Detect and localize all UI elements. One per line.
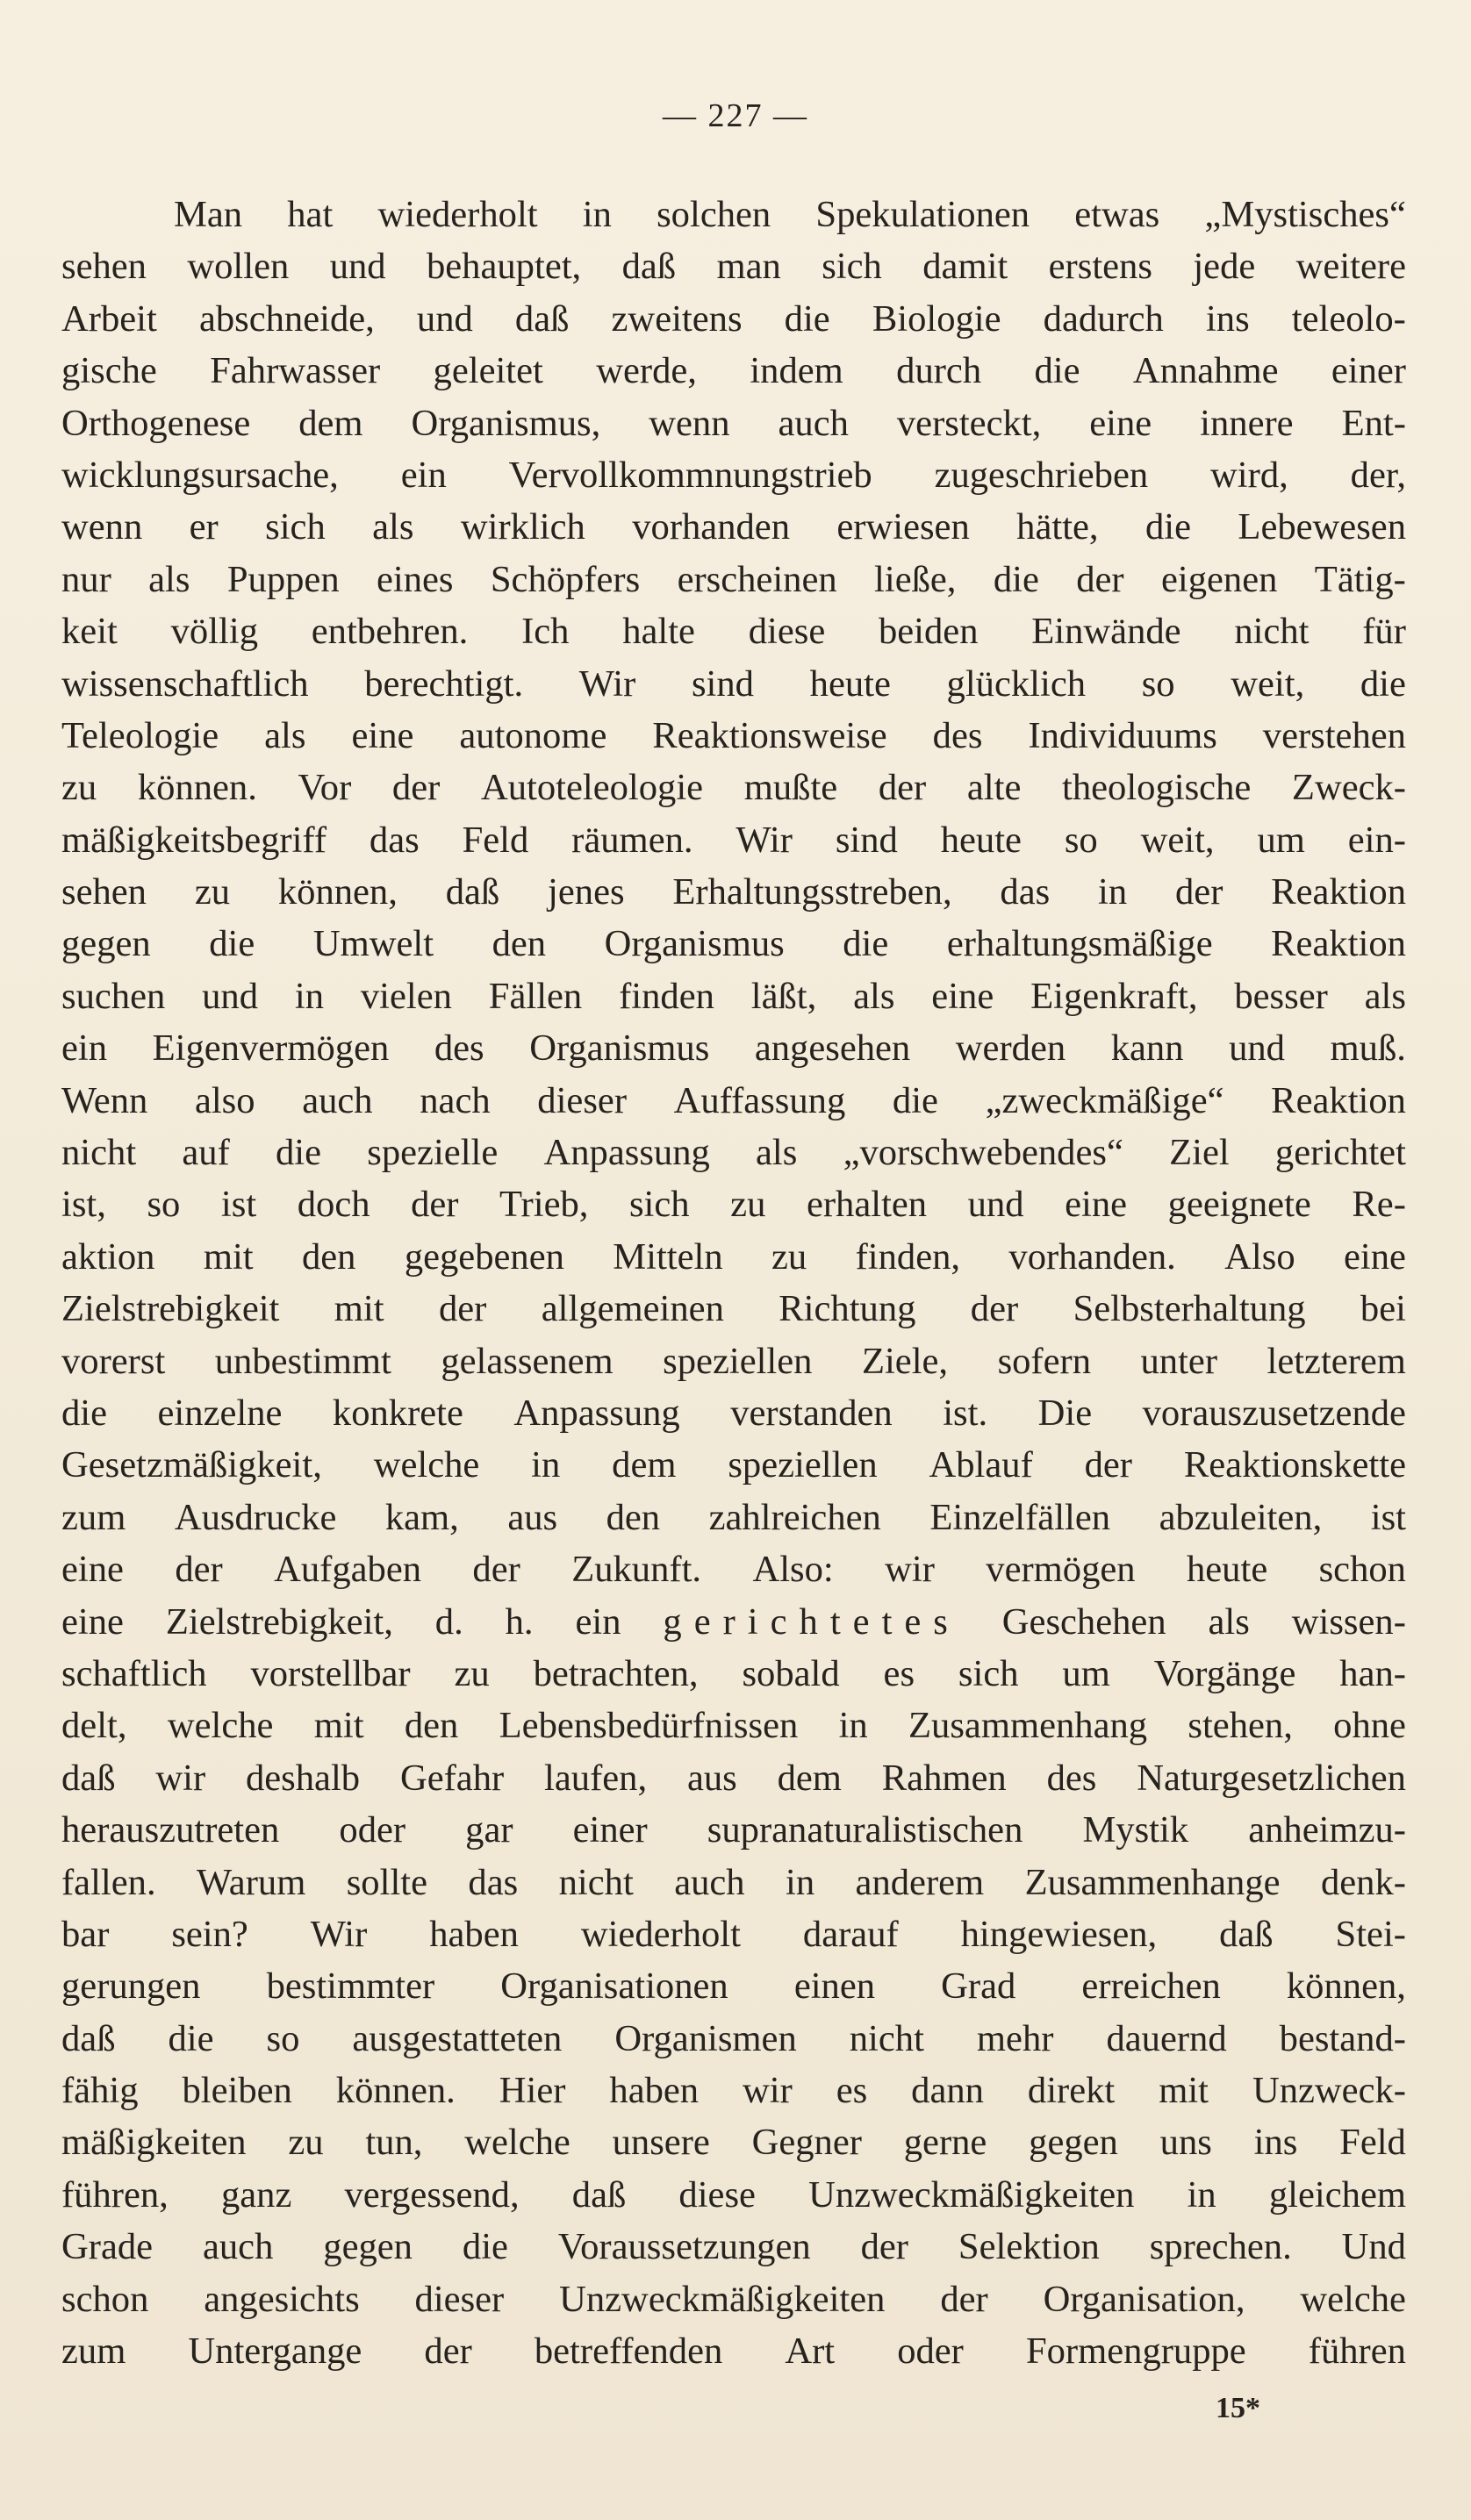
text-line: schaftlich vorstellbar zu betrachten, sobald es sich um Vorgänge han- (61, 1652, 1406, 1694)
text-line: daß die so ausgestatteten Organismen nicht mehr dauernd bestand- (61, 2017, 1406, 2059)
text-line: mäßigkeiten zu tun, welche unsere Gegner gerne gegen uns ins Feld (61, 2122, 1406, 2164)
text-line: Teleologie als eine autonome Reaktionsweise des Individuums verstehen (61, 714, 1406, 756)
text-line: fähig bleiben können. Hier haben wir es dann direkt mit Unzweck- (61, 2070, 1406, 2112)
text-line: wenn er sich als wirklich vorhanden erwiesen hätte, die Lebewesen (61, 506, 1406, 548)
text-line: die einzelne konkrete Anpassung verstanden ist. Die vorauszusetzende (61, 1392, 1406, 1434)
text-line: Man hat wiederholt in solchen Spekulationen etwas „Mystisches“ (174, 194, 1406, 235)
text-line: fallen. Warum sollte das nicht auch in anderem Zusammenhange denk- (61, 1861, 1406, 1903)
text-line: eine Zielstrebigkeit, d. h. ein gerichtetes Geschehen als wissen- (61, 1600, 1406, 1643)
text-line: ein Eigenvermögen des Organismus angesehen werden kann und muß. (61, 1027, 1406, 1070)
text-line: nicht auf die spezielle Anpassung als „vorschwebendes“ Ziel gerichtet (61, 1132, 1406, 1174)
page-number: — 227 — (663, 97, 808, 134)
text-line: ist, so ist doch der Trieb, sich zu erhalten und eine geeignete Re- (61, 1184, 1406, 1226)
text-line: führen, ganz vergessend, daß diese Unzweckmäßigkeiten in gleichem (61, 2173, 1406, 2216)
text-line: Grade auch gegen die Voraussetzungen der Selektion sprechen. Und (61, 2226, 1406, 2268)
text-line: keit völlig entbehren. Ich halte diese beiden Einwände nicht für (61, 611, 1406, 653)
text-line: Zielstrebigkeit mit der allgemeinen Richtung der Selbsterhaltung bei (61, 1288, 1406, 1330)
text-line: herauszutreten oder gar einer supranaturalistischen Mystik anheimzu- (61, 1809, 1406, 1851)
text-line: sehen zu können, daß jenes Erhaltungsstreben, das in der Reaktion (61, 871, 1406, 913)
text-line: bar sein? Wir haben wiederholt darauf hingewiesen, daß Stei- (61, 1913, 1406, 1955)
text-line: sehen wollen und behauptet, daß man sich damit erstens jede weitere (61, 246, 1406, 288)
text-line: suchen und in vielen Fällen finden läßt, als eine Eigenkraft, besser als (61, 975, 1406, 1017)
text-line: Orthogenese dem Organismus, wenn auch versteckt, eine innere Ent- (61, 402, 1406, 444)
text-line: delt, welche mit den Lebensbedürfnissen in Zusammenhang stehen, ohne (61, 1705, 1406, 1747)
text-line: zu können. Vor der Autoteleologie mußte der alte theologische Zweck- (61, 767, 1406, 809)
text-line: Wenn also auch nach dieser Auffassung die „zweckmäßige“ Reaktion (61, 1079, 1406, 1121)
body-text (61, 189, 1406, 2377)
text-line: nur als Puppen eines Schöpfers erscheinen ließe, die der eigenen Tätig- (61, 558, 1406, 600)
text-line: vorerst unbestimmt gelassenem speziellen Ziele, sofern unter letzterem (61, 1340, 1406, 1382)
text-line: gegen die Umwelt den Organismus die erhaltungsmäßige Reaktion (61, 923, 1406, 965)
text-line: gische Fahrwasser geleitet werde, indem durch die Annahme einer (61, 350, 1406, 392)
text-line: eine der Aufgaben der Zukunft. Also: wir vermögen heute schon (61, 1549, 1406, 1591)
text-line: gerungen bestimmter Organisationen einen Grad erreichen können, (61, 1965, 1406, 2008)
text-line: schon angesichts dieser Unzweckmäßigkeiten der Organisation, welche (61, 2278, 1406, 2320)
text-line: wissenschaftlich berechtigt. Wir sind heute glücklich so weit, die (61, 662, 1406, 705)
text-line: aktion mit den gegebenen Mitteln zu finden, vorhanden. Also eine (61, 1235, 1406, 1278)
text-line: daß wir deshalb Gefahr laufen, aus dem Rahmen des Naturgesetzlichen (61, 1757, 1406, 1799)
text-line: wicklungsursache, ein Vervollkommnungstrieb zugeschrieben wird, der, (61, 454, 1406, 496)
text-line: mäßigkeitsbegriff das Feld räumen. Wir sind heute so weit, um ein- (61, 819, 1406, 861)
printer-signature-mark: 15* (1216, 2392, 1260, 2424)
text-line: Arbeit abschneide, und daß zweitens die Biologie dadurch ins teleolo- (61, 297, 1406, 340)
text-line: zum Ausdrucke kam, aus den zahlreichen Einzelfällen abzuleiten, ist (61, 1496, 1406, 1538)
text-line: zum Untergange der betreffenden Art oder Formengruppe führen (61, 2330, 1406, 2373)
text-line: Gesetzmäßigkeit, welche in dem speziellen Ablauf der Reaktionskette (61, 1444, 1406, 1486)
